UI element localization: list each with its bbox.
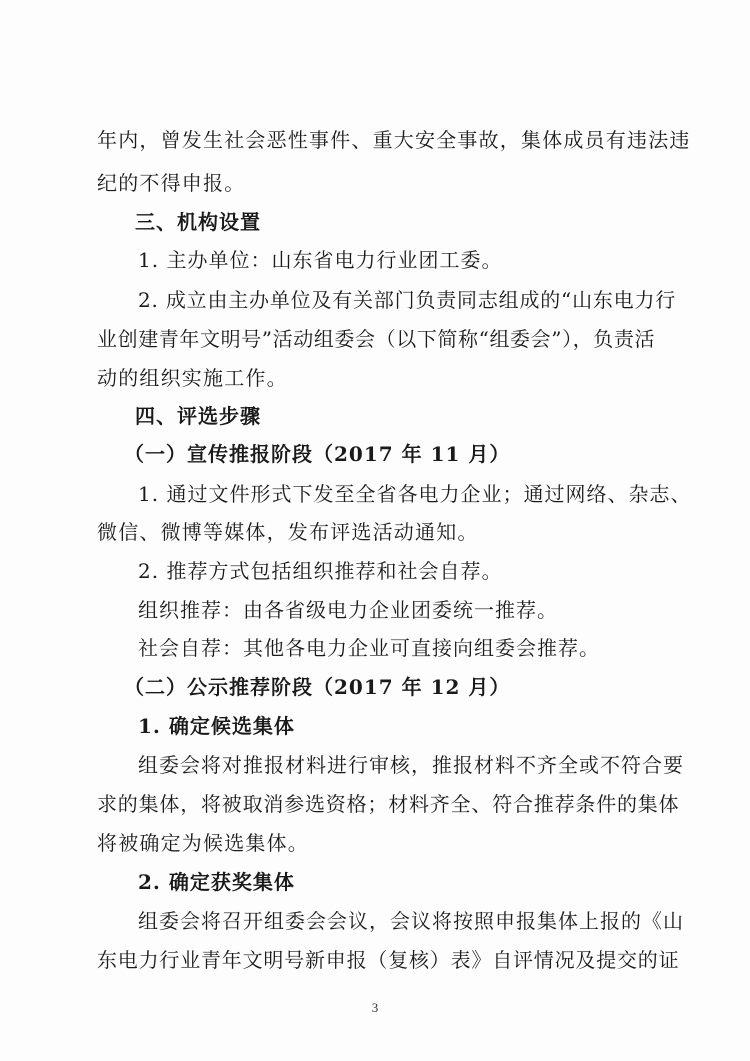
- body-text-line: 纪的不得申报。: [97, 171, 246, 195]
- item-heading-winners: 2. 确定获奖集体: [138, 870, 295, 894]
- page-number: 3: [371, 1000, 379, 1015]
- body-text-line: 求的集体，将被取消参选资格；材料齐全、符合推荐条件的集体: [97, 792, 680, 816]
- subsection-heading-stage-one: （一）宣传推报阶段（2017 年 11 月）: [124, 442, 511, 466]
- body-text-line: 东电力行业青年文明号新申报（复核）表》自评情况及提交的证: [97, 948, 680, 972]
- section-heading-organization: 三、机构设置: [135, 210, 261, 234]
- body-text-line: 2. 推荐方式包括组织推荐和社会自荐。: [138, 559, 503, 583]
- body-text-line: 2. 成立由主办单位及有关部门负责同志组成的“山东电力行: [138, 288, 677, 312]
- item-heading-candidates: 1. 确定候选集体: [138, 714, 295, 738]
- body-text-line: 动的组织实施工作。: [97, 366, 288, 390]
- body-text-line: 社会自荐：其他各电力企业可直接向组委会推荐。: [138, 636, 600, 660]
- section-heading-selection-steps: 四、评选步骤: [135, 404, 261, 428]
- body-text-line: 组织推荐：由各省级电力企业团委统一推荐。: [138, 598, 558, 622]
- body-text-line: 微信、微博等媒体，发布评选活动通知。: [97, 520, 479, 544]
- body-text-line: 1. 主办单位：山东省电力行业团工委。: [138, 248, 503, 272]
- body-text-line: 组委会将召开组委会会议，会议将按照申报集体上报的《山: [138, 909, 684, 933]
- body-text-line: 将被确定为候选集体。: [97, 831, 309, 855]
- subsection-heading-stage-two: （二）公示推荐阶段（2017 年 12 月）: [124, 675, 511, 699]
- body-text-line: 1. 通过文件形式下发至全省各电力企业；通过网络、杂志、: [138, 482, 692, 506]
- body-text-line: 组委会将对推报材料进行审核，推报材料不齐全或不符合要: [138, 753, 684, 777]
- body-text-line: 业创建青年文明号”活动组委会（以下简称“组委会”），负责活: [97, 327, 656, 351]
- body-text-line: 年内，曾发生社会恶性事件、重大安全事故，集体成员有违法违: [97, 128, 691, 152]
